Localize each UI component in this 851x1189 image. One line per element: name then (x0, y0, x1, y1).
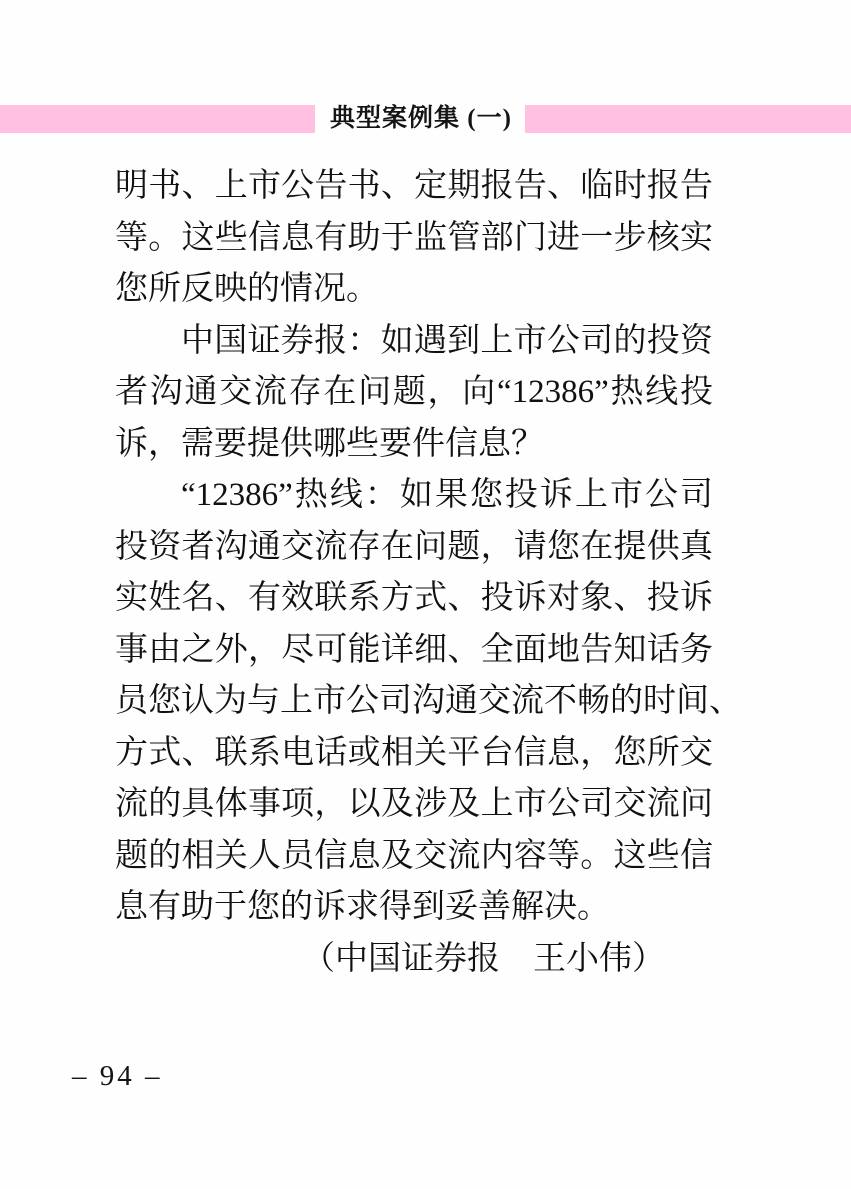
text-line: 投资者沟通交流存在问题，请您在提供真 (115, 528, 713, 565)
page-number: – 94 – (72, 1060, 163, 1092)
text-line: 您所反映的情况。 (115, 271, 379, 307)
text-line: 事由之外，尽可能详细、全面地告知话务 (115, 631, 713, 668)
text-line: 中国证券报：如遇到上市公司的投资 (181, 322, 713, 359)
text-line: 员您认为与上市公司沟通交流不畅的时间、 (115, 683, 742, 719)
paragraph-2 (115, 316, 713, 471)
running-head-title: 典型案例集 (一) (330, 105, 512, 132)
text-line: 明书、上市公告书、定期报告、临时报告 (115, 168, 713, 204)
text-line: 方式、联系电话或相关平台信息，您所交 (115, 734, 713, 771)
text-line: “12386”热线：如果您投诉上市公司 (181, 477, 713, 513)
text-line: 流的具体事项，以及涉及上市公司交流问 (115, 786, 713, 822)
text-line: 实姓名、有效联系方式、投诉对象、投诉 (115, 580, 713, 616)
text-line: 者沟通交流存在问题，向“12386”热线投 (115, 374, 713, 410)
text-line: 等。这些信息有助于监管部门进一步核实 (115, 219, 713, 256)
text-line: 息有助于您的诉求得到妥善解决。 (115, 889, 610, 925)
page-body (115, 161, 742, 985)
header-band-right (525, 105, 851, 133)
paragraph-3 (115, 470, 742, 934)
text-line: 题的相关人员信息及交流内容等。这些信 (115, 837, 713, 874)
attribution: （中国证券报 王小伟） (302, 940, 665, 977)
paragraph-1 (115, 161, 713, 316)
text-line: 诉，需要提供哪些要件信息？ (115, 425, 544, 462)
running-head (0, 105, 851, 133)
header-band-left (0, 105, 315, 133)
